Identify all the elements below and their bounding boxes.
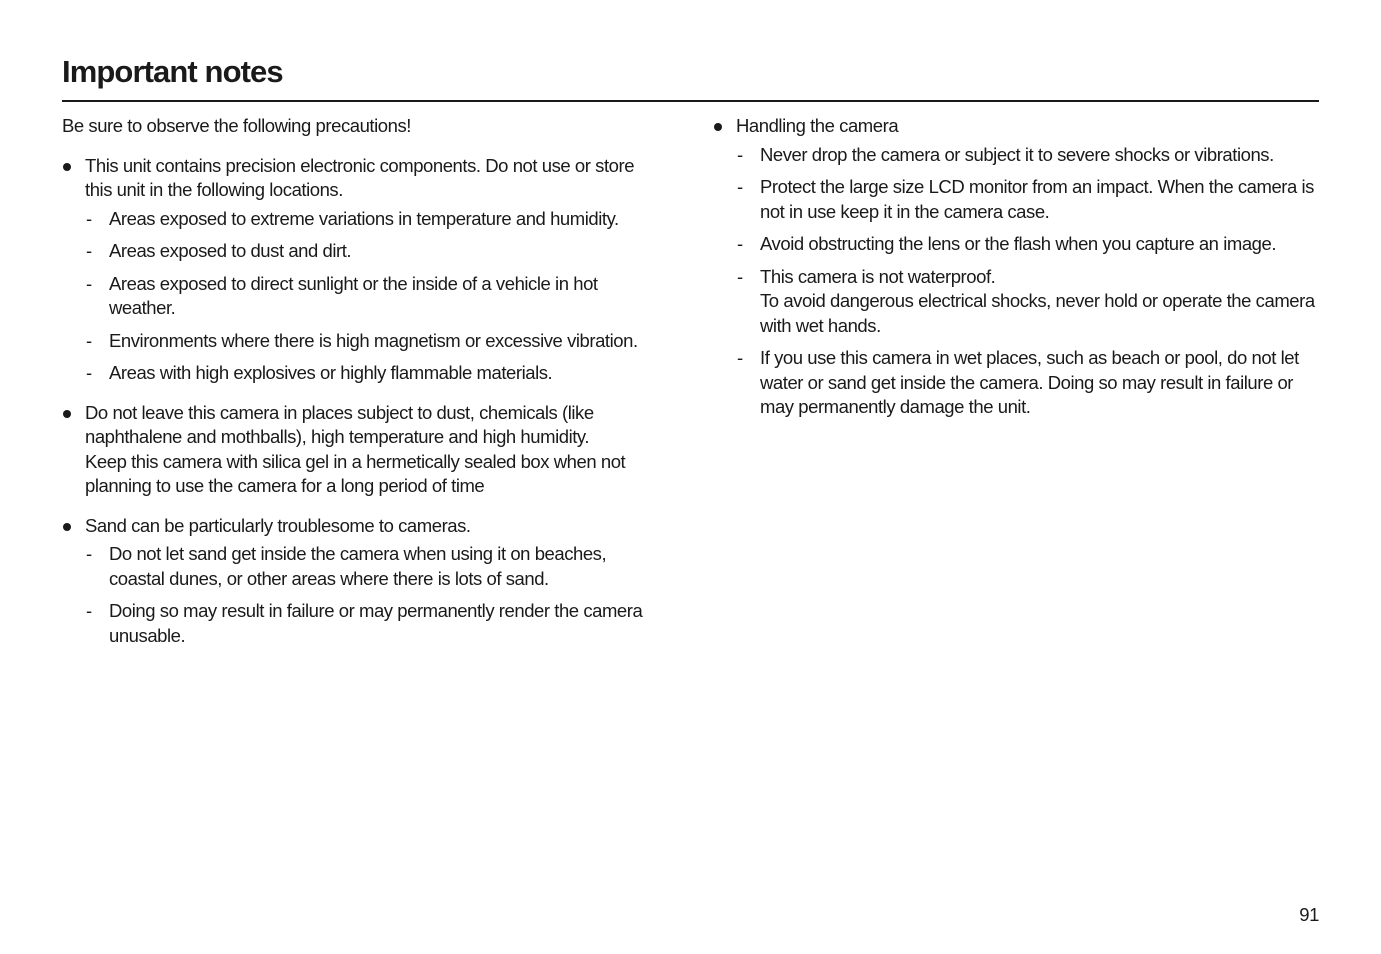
bullet-dot-icon	[714, 123, 722, 131]
sub-item-text: If you use this camera in wet places, such as beach or pool, do not let water or sand get inside the camera. Doing so may result in failure or may permanently damage the unit.	[760, 347, 1299, 417]
dash-marker-icon: -	[86, 207, 92, 229]
sub-item	[736, 265, 1323, 339]
sub-item-text: This camera is not waterproof. To avoid dangerous electrical shocks, never hold or operate the camera with wet hands.	[760, 265, 1315, 336]
sub-item-text: Avoid obstructing the lens or the flash when you capture an image.	[760, 233, 1277, 254]
sub-item	[85, 207, 662, 232]
sub-item	[736, 232, 1323, 257]
dash-marker-icon: -	[737, 265, 743, 287]
sub-item	[85, 361, 662, 386]
sub-item-text: Environments where there is high magnetism or excessive vibration.	[109, 329, 638, 351]
sub-item-text: Areas exposed to direct sunlight or the inside of a vehicle in hot weather.	[109, 272, 598, 318]
dash-marker-icon: -	[737, 347, 743, 368]
sub-item-text: Do not let sand get inside the camera when using it on beaches, coastal dunes, or other areas where there is lots of sand.	[109, 543, 607, 589]
dash-marker-icon: -	[86, 240, 92, 261]
bullet-item	[62, 401, 662, 499]
page-title: Important notes	[62, 54, 283, 89]
sub-item-text: Doing so may result in failure or may permanently render the camera unusable.	[109, 600, 643, 646]
bullet-item	[62, 514, 662, 649]
sub-item-text: Areas exposed to extreme variations in temperature and humidity.	[109, 207, 619, 229]
bullet-dot-icon	[63, 523, 71, 531]
sub-list	[85, 207, 662, 386]
sub-item	[85, 542, 662, 591]
left-column	[62, 114, 662, 663]
sub-item	[736, 175, 1323, 224]
dash-marker-icon: -	[86, 362, 92, 383]
sub-list	[85, 542, 662, 648]
dash-marker-icon: -	[737, 176, 743, 197]
sub-item	[736, 143, 1323, 168]
left-bullet-list	[62, 154, 662, 649]
page-number: 91	[1299, 904, 1319, 925]
sub-item	[85, 599, 662, 648]
dash-marker-icon: -	[86, 272, 92, 294]
bullet-text: This unit contains precision electronic components. Do not use or store this unit in the following locations.	[85, 154, 635, 200]
sub-item-text: Never drop the camera or subject it to severe shocks or vibrations.	[760, 143, 1274, 165]
dash-marker-icon: -	[737, 143, 743, 165]
intro-text: Be sure to observe the following precautions!	[62, 115, 411, 136]
sub-item	[85, 329, 662, 354]
dash-marker-icon: -	[86, 329, 92, 351]
dash-marker-icon: -	[737, 233, 743, 254]
sub-list	[736, 143, 1323, 420]
sub-item	[85, 272, 662, 321]
bullet-item	[62, 154, 662, 386]
bullet-text: Do not leave this camera in places subject to dust, chemicals (like naphthalene and mothballs), high temperature and high humidity. Keep this camera with silica gel in a hermetically sealed box when not planning to use the camera for a long period of time	[85, 401, 626, 496]
sub-item-text: Areas exposed to dust and dirt.	[109, 240, 352, 261]
bullet-dot-icon	[63, 410, 71, 418]
right-column	[713, 114, 1323, 435]
bullet-item	[713, 114, 1323, 420]
title-rule	[62, 100, 1319, 102]
sub-item-text: Protect the large size LCD monitor from an impact. When the camera is not in use keep it in the camera case.	[760, 176, 1314, 222]
dash-marker-icon: -	[86, 543, 92, 564]
sub-item-text: Areas with high explosives or highly flammable materials.	[109, 362, 553, 383]
sub-item	[85, 239, 662, 264]
right-bullet-list	[713, 114, 1323, 420]
bullet-text: Sand can be particularly troublesome to cameras.	[85, 514, 471, 536]
dash-marker-icon: -	[86, 600, 92, 621]
bullet-dot-icon	[63, 163, 71, 171]
sub-item	[736, 346, 1323, 420]
bullet-text: Handling the camera	[736, 115, 899, 136]
